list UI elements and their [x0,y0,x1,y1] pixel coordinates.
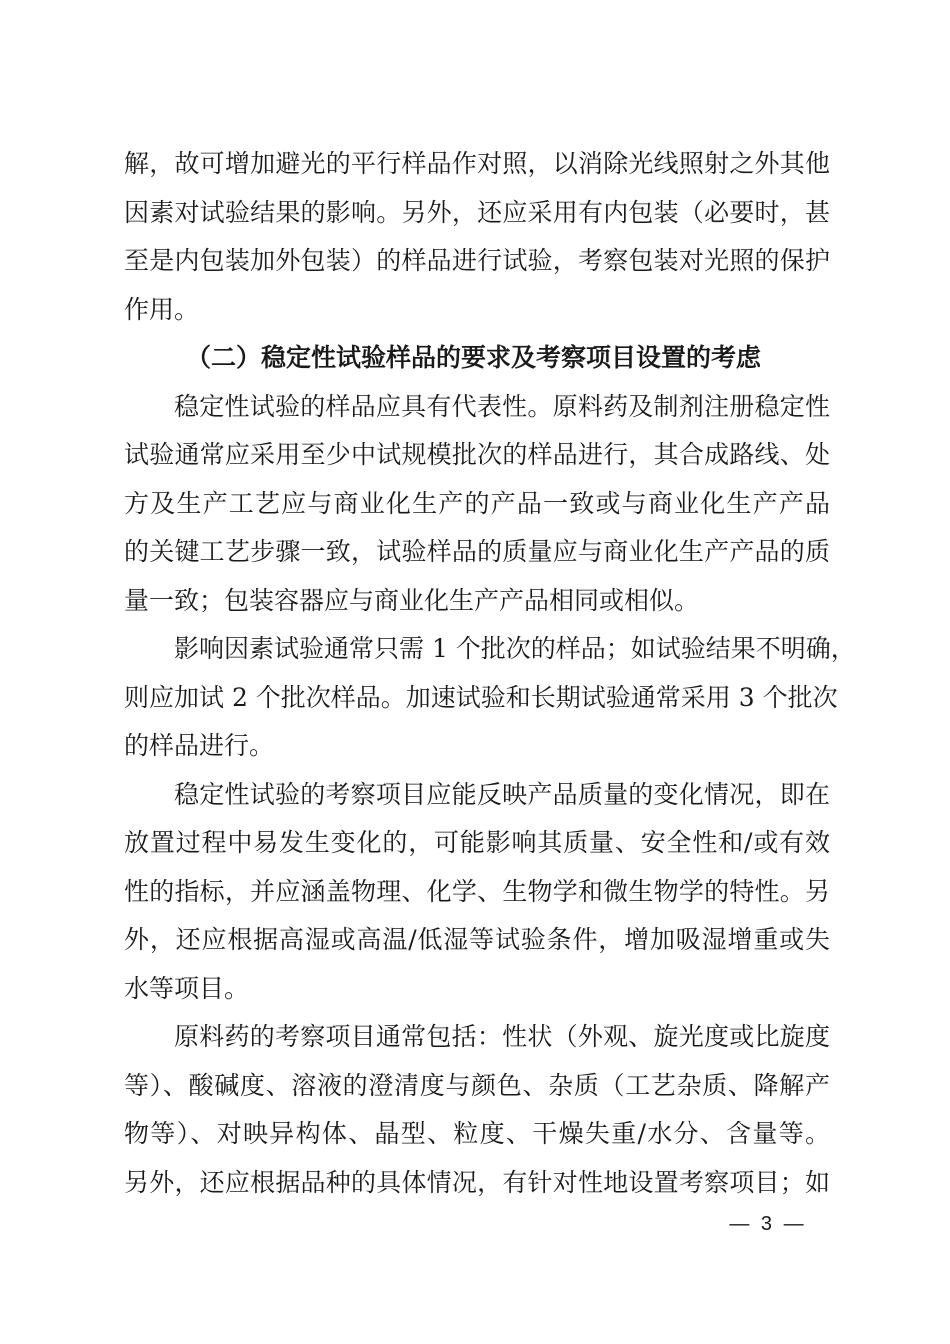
text-line: 性的指标，并应涵盖物理、化学、生物学和微生物学的特性。另 [124,876,830,906]
body-text [124,140,856,1207]
page-number: — 3 — [729,1213,807,1235]
text-line: 放置过程中易发生变化的，可能影响其质量、安全性和/或有效 [124,828,830,857]
text-line: 解，故可增加避光的平行样品作对照，以消除光线照射之外其他 [124,149,830,178]
text-line: 另外，还应根据品种的具体情况，有针对性地设置考察项目；如 [124,1167,830,1197]
text-line: 因素对试验结果的影响。另外，还应采用有内包装（必要时，甚 [124,197,830,227]
text-line: 试验通常应采用至少中试规模批次的样品进行，其合成路线、处 [124,440,830,469]
text-line: 量一致；包装容器应与商业化生产产品相同或相似。 [124,585,700,615]
text-line: 稳定性试验的样品应具有代表性。原料药及制剂注册稳定性 [174,391,830,421]
text-line: 的关键工艺步骤一致，试验样品的质量应与商业化生产产品的质 [124,537,830,566]
text-line: 影响因素试验通常只需 1 个批次的样品；如试验结果不明确， [174,634,856,663]
text-line: 物等）、对映异构体、晶型、粒度、干燥失重/水分、含量等。 [124,1119,830,1148]
text-line: 等）、酸碱度、溶液的澄清度与颜色、杂质（工艺杂质、降解产 [124,1070,830,1100]
text-line: 则应加试 2 个批次样品。加速试验和长期试验通常采用 3 个批次 [124,682,838,712]
text-line: 稳定性试验的考察项目应能反映产品质量的变化情况，即在 [174,779,830,809]
text-line: 作用。 [124,294,200,324]
text-line: 至是内包装加外包装）的样品进行试验，考察包装对光照的保护 [124,246,830,275]
text-line: 方及生产工艺应与商业化生产的产品一致或与商业化生产产品 [124,488,830,518]
text-line: 外，还应根据高湿或高温/低湿等试验条件，增加吸湿增重或失 [124,925,830,954]
section-heading: （二）稳定性试验样品的要求及考察项目设置的考虑 [186,343,762,372]
text-line: 原料药的考察项目通常包括：性状（外观、旋光度或比旋度 [174,1022,830,1051]
text-line: 水等项目。 [124,973,250,1003]
text-line: 的样品进行。 [124,731,275,760]
